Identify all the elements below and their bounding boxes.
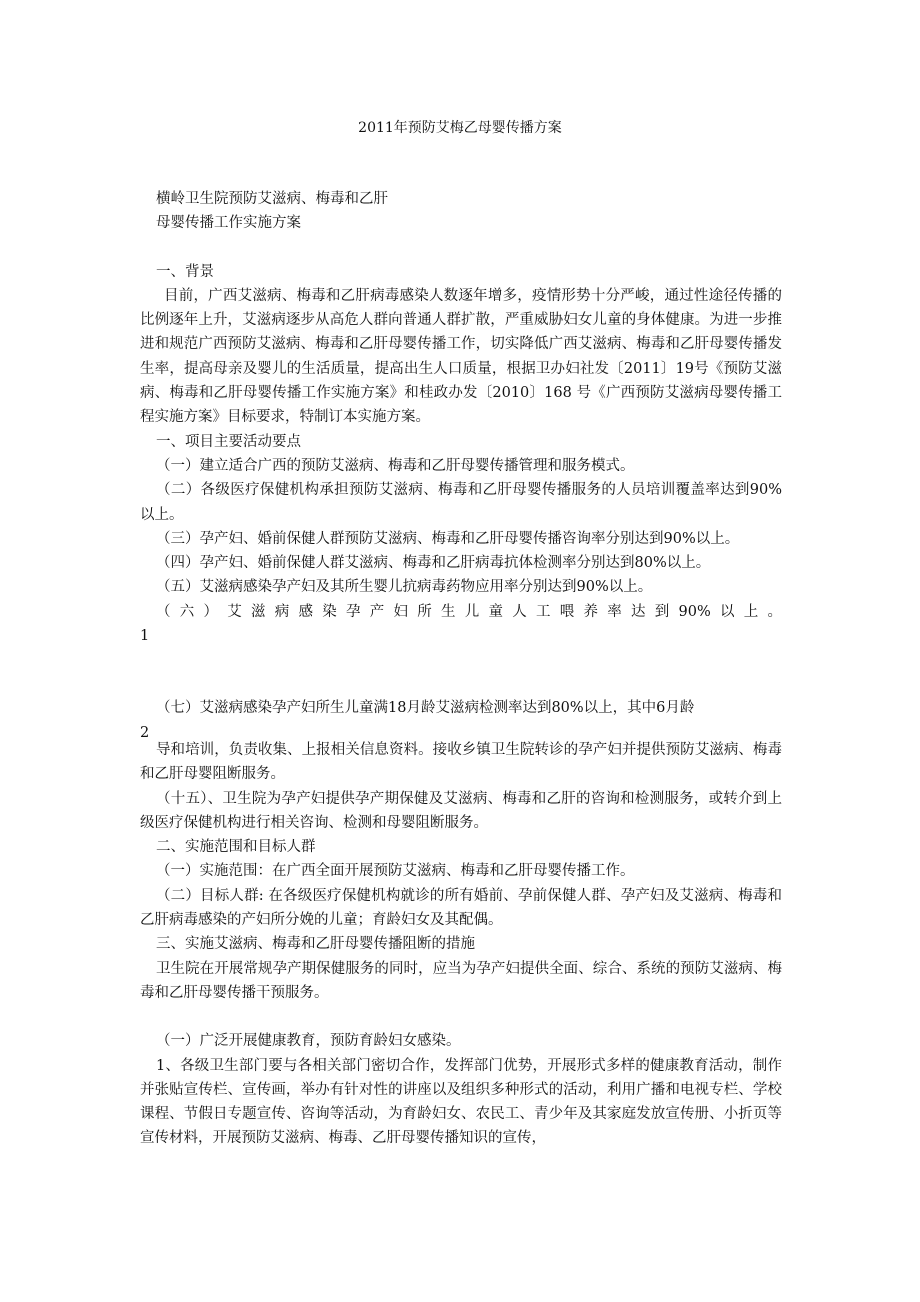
page-number-2: 2 (140, 724, 150, 741)
point-item-6: （六）艾滋病感染孕产妇所生儿童人工喂养率达到90%以上。 (156, 603, 782, 620)
point-item-3: （三）孕产妇、婚前保健人群预防艾滋病、梅毒和乙肝母婴传播咨询率分别达到90%以上。 (156, 530, 740, 547)
document-body-continued (140, 738, 782, 1151)
subtitle-line-1: 横岭卫生院预防艾滋病、梅毒和乙肝 (156, 191, 388, 207)
point-item-2: （二）各级医疗保健机构承担预防艾滋病、梅毒和乙肝母婴传播服务的人员培训覆盖率达到90%以上。 (140, 482, 782, 523)
spacer (140, 236, 782, 260)
spacer (140, 648, 782, 696)
section-heading-measures: 三、实施艾滋病、梅毒和乙肝母婴传播阻断的措施 (156, 936, 475, 953)
scope-item-1: （一）实施范围：在广西全面开展预防艾滋病、梅毒和乙肝母婴传播工作。 (156, 863, 635, 880)
paragraph-item-15: （十五）、卫生院为孕产妇提供孕产期保健及艾滋病、梅毒和乙肝的咨询和检测服务，或转介到上级医疗保健机构进行相关咨询、检测和母婴阻断服务。 (140, 790, 782, 831)
section-heading-points: 一、项目主要活动要点 (156, 433, 301, 450)
paragraph-measures: 卫生院在开展常规孕产期保健服务的同时，应当为孕产妇提供全面、综合、系统的预防艾滋病、梅毒和乙肝母婴传播干预服务。 (140, 960, 782, 1001)
page-number-1: 1 (140, 628, 150, 645)
point-item-1: （一）建立适合广西的预防艾滋病、梅毒和乙肝母婴传播管理和服务模式。 (156, 457, 635, 474)
section-heading-background: 一、背景 (156, 263, 214, 280)
subtitle-line-2: 母婴传播工作实施方案 (156, 215, 301, 232)
measure-item-1: （一）广泛开展健康教育，预防育龄妇女感染。 (156, 1033, 461, 1050)
scope-item-2: （二）目标人群: 在各级医疗保健机构就诊的所有婚前、孕前保健人群、孕产妇及艾滋病、梅毒和乙肝病毒感染的产妇所分娩的儿童；育龄妇女及其配偶。 (140, 887, 782, 929)
measure-item-1-1: 1、各级卫生部门要与各相关部门密切合作，发挥部门优势，开展形式多样的健康教育活动，制作并张贴宣传栏、宣传画，举办有针对性的讲座以及组织多种形式的活动，利用广播和电视专栏、学校课程、节假日专题宣传、咨询等活动，为育龄妇女、农民工、青少年及其家庭发放宣传册、小折页等宣传材料，开展预防艾滋病、梅毒、乙肝母婴传播知识的宣传， (140, 1057, 782, 1147)
document-title: 2011年预防艾梅乙母婴传播方案 (358, 120, 562, 136)
spacer (140, 1005, 782, 1029)
section-heading-scope: 二、实施范围和目标人群 (156, 839, 316, 856)
paragraph-guidance: 导和培训，负责收集、上报相关信息资料。接收乡镇卫生院转诊的孕产妇并提供预防艾滋病、梅毒和乙肝母婴阻断服务。 (140, 742, 782, 783)
point-item-7: （七）艾滋病感染孕产妇所生儿童满18月龄艾滋病检测率达到80%以上，其中6月龄 (156, 700, 695, 717)
point-item-4: （四）孕产妇、婚前保健人群艾滋病、梅毒和乙肝病毒抗体检测率分别达到80%以上。 (156, 555, 711, 572)
paragraph-background: 目前，广西艾滋病、梅毒和乙肝病毒感染人数逐年增多，疫情形势十分严峻，通过性途径传播的比例逐年上升，艾滋病逐步从高危人群向普通人群扩散，严重威胁妇女儿童的身体健康。为进一步推进和规范广西预防艾滋病、梅毒和乙肝母婴传播工作，切实降低广西艾滋病、梅毒和乙肝母婴传播发生率，提高母亲及婴儿的生活质量，提高出生人口质量，根据卫办妇社发〔2011〕19号《预防艾滋病、梅毒和乙肝母婴传播工作实施方案》和桂政办发〔2010〕168 号《广西预防艾滋病母婴传播工程实施方案》目标要求，特制订本实施方案。 (140, 287, 782, 426)
point-item-5: （五）艾滋病感染孕产妇及其所生婴儿抗病毒药物应用率分别达到90%以上。 (156, 579, 653, 596)
document-body (140, 187, 782, 745)
